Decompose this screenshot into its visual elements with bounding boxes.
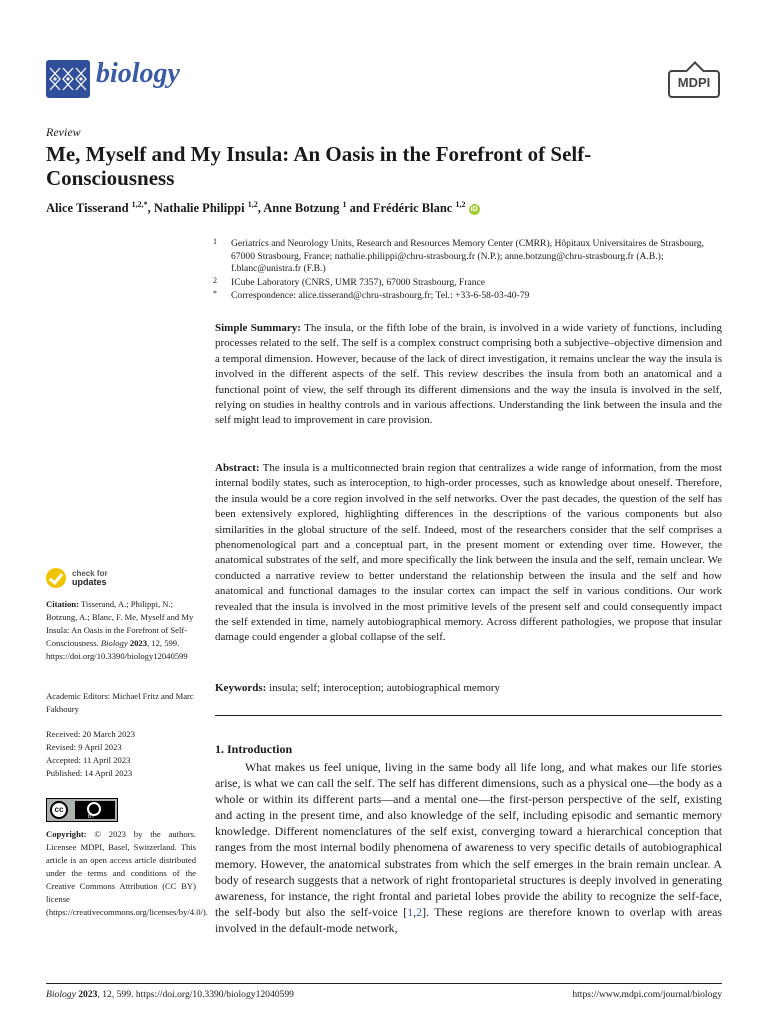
publication-dates (46, 728, 196, 780)
cc-icon: cc (50, 801, 68, 819)
affiliations (213, 238, 723, 304)
intro-text-before-refs: What makes us feel unique, living in the same body all life long, and what makes our life stories arise, is what we can call the self. The self has different dimensions, such as a physical one—the body as a whole or within its different parts—and a mental one—the first-person perspective of the self, existing and acting in the present time, and also knowledge of the self, including episodic and semantic memory knowledge. Different nomenclatures of the self exist, converging toward a hierarchical conception that ranges from the most internal bodily phenomena of awareness to very specific details of autobiographical memory. However, the anatomical substrates from which the self emerges in the brain remain unclear. A body of research suggests that a network of right frontoparietal structures is deeply involved in generating awareness, for instance, the right frontal and parietal lobes provide the ability to recognize the self-face, the self-body but also the self-voice [ (215, 760, 722, 919)
author-marks: 1,2 (247, 200, 258, 209)
citation-year: 2023 (129, 638, 147, 648)
affiliation-text: Geriatrics and Neurology Units, Research and Resources Memory Center (CMRR), Hôpitaux Universitaires de Strasbourg, 67000 Strasbourg, France; nathalie.philippi@chru-strasbourg.fr (N.P.); anne.botzung@chru-strasbourg.fr (A.B.); f.blanc@unistra.fr (F.B.) (231, 238, 705, 275)
check-updates-line2: updates (72, 577, 107, 587)
published-date: Published: 14 April 2023 (46, 768, 133, 778)
affiliation-mark: 1 (213, 237, 217, 246)
footer-year: 2023 (78, 989, 98, 1000)
author-marks: 1,2,* (131, 200, 148, 209)
mdpi-logo-text: MDPI (677, 75, 711, 90)
biology-journal-logo-icon (46, 60, 90, 98)
accepted-date: Accepted: 11 April 2023 (46, 755, 131, 765)
simple-summary-text: The insula, or the fifth lobe of the brain, is involved in a wide variety of functions, including processes related to the self. The self is a complex construct comprising both a subjective–objective dimension and a temporal dimension. However, because of the lack of direct investigation, it remains unclear the way the insula is involved in the different aspects of the self. This review describes the insula from both an anatomical and a functional point of view, the self through its different dimensions and the way the insula is involved in the self, relying on studies in healthy controls and in various affections. Understanding the link between the insula and the self might lead to improvement in care provision. (215, 322, 723, 427)
section-heading: 1. Introduction (215, 742, 293, 756)
author-connector: and (349, 201, 370, 216)
citation-block (46, 598, 196, 663)
copyright-text: © 2023 by the authors. Licensee MDPI, Basel, Switzerland. This article is an open access article distributed under the terms and conditions of the Creative Commons Attribution (CC BY) license (https://creativecommons.org/licenses/by/4.0/). (46, 829, 208, 917)
footer-journal: Biology (46, 989, 76, 1000)
author-marks: 1,2 (455, 200, 466, 209)
citation-journal: Biology (100, 638, 128, 648)
citation-rest: , 12, 599. https://doi.org/10.3390/biology12040599 (46, 638, 188, 661)
check-for-updates-button[interactable] (46, 568, 108, 588)
affiliation-mark: 2 (213, 275, 217, 285)
check-updates-line1: check for (72, 569, 108, 578)
keywords-label: Keywords: (215, 682, 267, 694)
check-icon (46, 568, 66, 588)
check-for-updates-label (72, 569, 108, 587)
author-name: Nathalie Philippi (153, 201, 245, 216)
citation-text: Tisserand, A.; Philippi, N.; Botzung, A.; Blanc, F. Me, Myself and My Insula: An Oasis in the Forefront of Self-Consciousness. (46, 599, 194, 648)
mdpi-logo (668, 70, 720, 98)
abstract (215, 461, 722, 646)
abstract-text: The insula is a multiconnected brain region that centralizes a wide range of information, from the most internal bodily states, such as interoception, to high-order processes, such as knowledge about oneself. Therefore, the insula would be a core region involved in the self networks. Over the past decades, the question of the self has been extensively explored, highlighting differences in the descriptions of the various components but also similarities in the global structure of the self. Indeed, most of the researchers consider that the self comprises a phenomenological part and a conceptual part, in the present moment or extending over time. However, the anatomical substrates of the self, and more specifically the link between the insula and the self, remain unclear. We conducted a narrative review to better understand the relationship between the insula and the self and how anatomical and functional damages to the insular cortex can impact the self in various conditions. Our work revealed that the insula is involved in the most primitive levels of the present self and could consequently impact the self extended in time, namely autobiographical memory. Across different pathologies, we propose that insular damage could engender a global collapse of the self. (215, 462, 722, 644)
affiliation-text: ICube Laboratory (CNRS, UMR 7357), 67000 Strasbourg, France (231, 276, 486, 288)
correspondence-item (213, 290, 723, 303)
cc-by-license-icon[interactable] (46, 798, 118, 822)
footer-citation-rest: , 12, 599. https://doi.org/10.3390/biology12040599 (97, 989, 294, 1000)
journal-name: biology (96, 58, 180, 89)
introduction-paragraph: What makes us feel unique, living in the same body all life long, and what makes our life stories arise, is what we can call the self. The self has different dimensions, such as a physical one—the body as a whole or within its different parts—and a mental one—the first-person perspective of the self, existing and acting in the present time, and also knowledge of the self, including episodic and semantic memory knowledge. Different nomenclatures of the self exist, converging toward a hierarchical conception that ranges from the most internal bodily phenomena of awareness to very specific details of autobiographical memory. However, the anatomical substrates from which the self emerges in the brain remain unclear. A body of research suggests that a network of right frontoparietal structures is deeply involved in generating awareness, for instance, the right frontal and parietal lobes provide the ability to recognize the self-face, the self-body but also the self-voice [1,2]. These regions are therefore known to overlap with areas involved in the default-mode network, (215, 760, 722, 935)
author-marks: 1 (342, 200, 347, 209)
abstract-label: Abstract: (215, 462, 260, 474)
copyright-label: Copyright: (46, 829, 87, 839)
article-title: Me, Myself and My Insula: An Oasis in the Forefront of Self-Consciousness (46, 142, 592, 190)
citation-link[interactable]: 1 (407, 904, 414, 919)
orcid-icon[interactable]: iD (470, 206, 478, 214)
introduction-text (215, 759, 722, 936)
by-icon (75, 801, 115, 819)
footer-citation (46, 989, 294, 1000)
cc-by-label: BY (88, 814, 95, 820)
keywords (215, 681, 722, 696)
affiliation-item (213, 277, 723, 290)
author-name: Frédéric Blanc (372, 201, 453, 216)
footer-journal-url[interactable]: https://www.mdpi.com/journal/biology (572, 989, 722, 1000)
academic-editors: Academic Editors: Michael Fritz and Marc Fakhoury (46, 691, 194, 714)
affiliation-mark: * (213, 289, 217, 299)
copyright-notice (46, 828, 208, 919)
article-type: Review (46, 125, 81, 139)
revised-date: Revised: 9 April 2023 (46, 742, 122, 752)
simple-summary-label: Simple Summary: (215, 322, 301, 334)
citation-link[interactable]: 2 (416, 904, 423, 919)
author-list: Alice Tisserand $^{1,2,*}$, Nathalie Philippi $^{1,2}$, Anne Botzung $^1$ and Frédéric Blanc $^{1,2}$ iD (46, 200, 478, 216)
footer-divider (46, 983, 722, 984)
intro-text-after-refs: ]. These regions are therefore known to overlap with areas involved in the default-mode network, (215, 904, 722, 935)
affiliation-item (213, 238, 723, 276)
author-name: Alice Tisserand (46, 201, 129, 216)
citation-label: Citation: (46, 599, 79, 609)
received-date: Received: 20 March 2023 (46, 729, 136, 739)
correspondence-text: Correspondence: alice.tisserand@chru-strasbourg.fr; Tel.: +33-6-58-03-40-79 (231, 290, 530, 302)
simple-summary (215, 321, 722, 429)
author-name: Anne Botzung (263, 201, 340, 216)
section-divider (215, 715, 722, 716)
keywords-text: insula; self; interoception; autobiographical memory (269, 682, 501, 694)
